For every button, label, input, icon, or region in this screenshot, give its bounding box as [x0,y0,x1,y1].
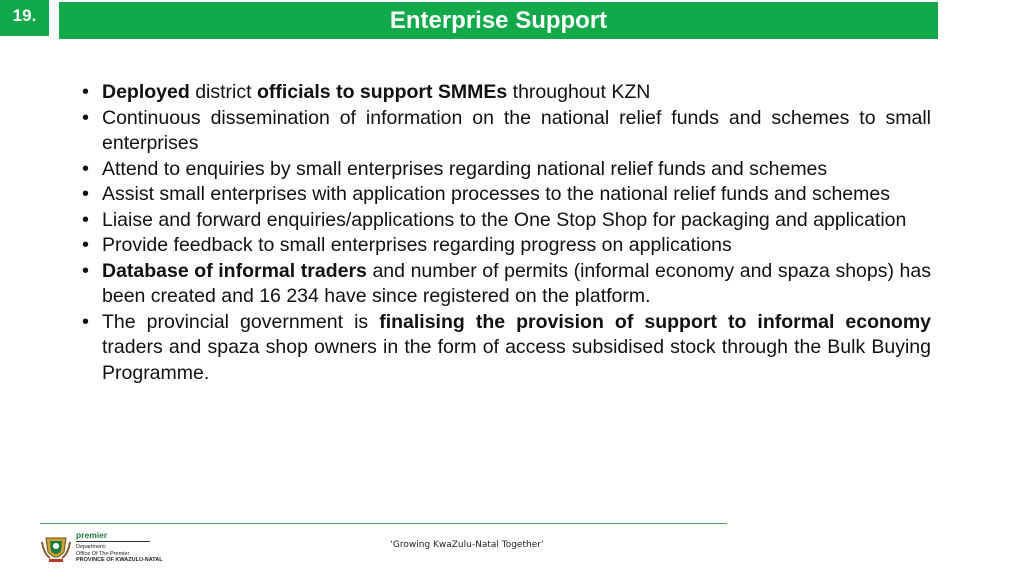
bullet-item [82,80,931,106]
bullet-item [82,106,931,157]
bullet-text: district [189,81,257,103]
bullet-bold-text: Deployed [102,81,190,103]
logo-department-text [76,544,129,557]
bullet-dot-icon: • [82,310,90,333]
bullet-text: throughout KZN [507,81,651,103]
bullet-dot-icon: • [82,157,90,180]
logo-premier-text: premier [76,530,108,540]
bullet-item [82,310,931,387]
bullet-dot-icon: • [82,81,90,103]
bullet-item [82,233,931,259]
slide-title: Enterprise Support [59,2,938,39]
bullet-item [82,259,931,310]
bullet-bold-text: officials to support SMMEs [256,81,508,103]
bullet-item [82,182,931,208]
footer-tagline: ‘Growing KwaZulu-Natal Together’ [390,540,544,550]
bullet-bold-text: Database of informal traders [102,259,367,282]
bullet-dot-icon: • [82,234,90,256]
footer-divider [40,523,727,524]
bullet-text: and number of permits (informal economy and spaza shops) has been created and 16 234 have since registered on the platform. [102,259,931,307]
logo-province-text: PROVINCE OF KWAZULU-NATAL [76,557,163,563]
bullet-item [82,157,931,183]
premier-logo [40,530,170,566]
bullet-text: Provide feedback to small enterprises regarding progress on applications [102,234,732,256]
logo-rule [76,541,150,542]
bullet-dot-icon: • [82,183,90,205]
bullet-dot-icon: • [82,106,90,129]
bullet-text: Continuous dissemination of information on the national relief funds and schemes to small enterprises [102,106,931,154]
bullet-text: Attend to enquiries by small enterprises regarding national relief funds and schemes [102,157,828,180]
logo-department-label: Department: [76,544,107,550]
bullet-text: Assist small enterprises with application processes to the national relief funds and schemes [102,183,890,205]
bullet-list [82,80,931,386]
kzn-crest-icon [40,532,72,564]
logo-office-label: Office Of The Premier [76,550,130,557]
bullet-item [82,208,931,234]
bullet-text: traders and spaza shop owners in the form of access subsidised stock through the Bulk Buying Programme. [102,336,931,384]
bullet-dot-icon: • [82,208,90,231]
bullet-bold-text: finalising the provision of support to informal economy [379,310,932,333]
bullet-text: Liaise and forward enquiries/applications to the One Stop Shop for packaging and application [102,208,907,231]
bullet-text: The provincial government is [102,310,380,333]
slide-number: 19. [0,0,49,36]
bullet-dot-icon: • [82,259,90,282]
